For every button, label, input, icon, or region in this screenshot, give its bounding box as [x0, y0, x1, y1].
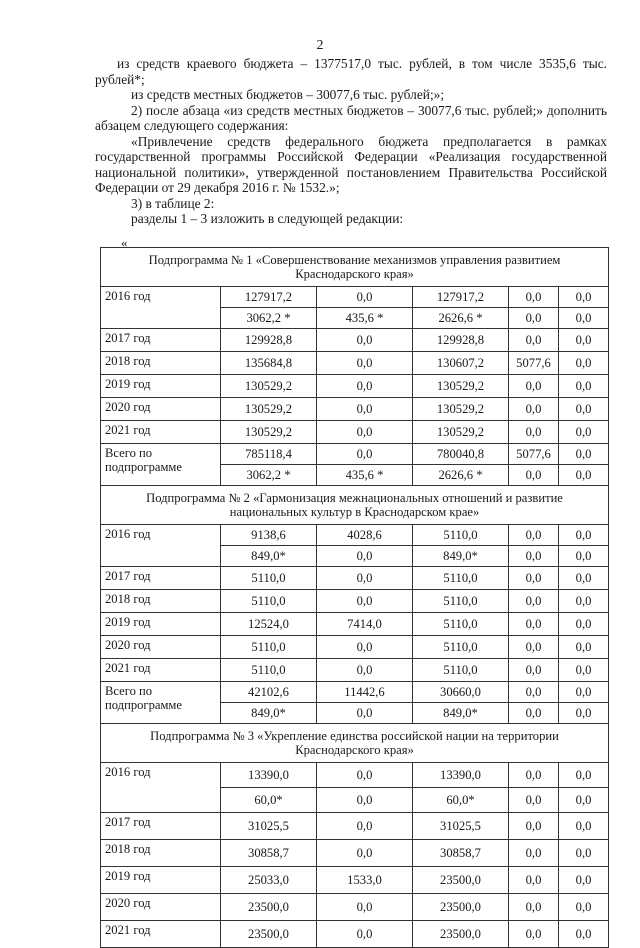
- subprogram-2-title: Подпрограмма № 2 «Гармонизация межнациональных отношений и развитие национальных культур в Краснодарском крае»: [101, 486, 609, 525]
- value-cell: 849,0*: [413, 546, 509, 567]
- value-cell: 23500,0: [413, 894, 509, 921]
- page-number: 2: [316, 38, 324, 53]
- value-cell: 0,0: [317, 287, 413, 308]
- value-cell: 5110,0: [221, 636, 317, 659]
- value-cell: 23500,0: [221, 894, 317, 921]
- total-label-cell: Всего по подпрограмме: [101, 444, 221, 486]
- value-cell: 30660,0: [413, 682, 509, 703]
- value-cell: 7414,0: [317, 613, 413, 636]
- year-cell: 2016 год: [101, 287, 221, 329]
- value-cell: 5110,0: [221, 590, 317, 613]
- value-cell: 0,0: [559, 465, 609, 486]
- paragraph-item-2: 2) после абзаца «из средств местных бюджетов – 30077,6 тыс. рублей;» дополнить абзацем следующего содержания:: [95, 102, 607, 133]
- table-row: [101, 567, 609, 590]
- table-row: [101, 421, 609, 444]
- value-cell: 0,0: [317, 444, 413, 465]
- value-cell: 0,0: [559, 352, 609, 375]
- value-cell: 130529,2: [413, 398, 509, 421]
- value-cell: 0,0: [559, 287, 609, 308]
- paragraph-federal-funding: «Привлечение средств федерального бюджета предполагается в рамках государственной программы Российской Федерации «Реализация государственной национальной политики», утвержденной постановлением Правительства Российской Федерации от 29 декабря 2016 г. № 1532.»;: [95, 133, 607, 195]
- value-cell: 0,0: [559, 567, 609, 590]
- value-cell: 12524,0: [221, 613, 317, 636]
- year-cell: 2020 год: [101, 398, 221, 421]
- value-cell: 31025,5: [413, 813, 509, 840]
- value-cell: 435,6 *: [317, 465, 413, 486]
- year-cell: 2019 год: [101, 375, 221, 398]
- value-cell: 5077,6: [509, 444, 559, 465]
- value-cell: 0,0: [559, 840, 609, 867]
- value-cell: 0,0: [509, 525, 559, 546]
- value-cell: 30858,7: [221, 840, 317, 867]
- table-row: [101, 682, 609, 703]
- value-cell: 2626,6 *: [413, 465, 509, 486]
- value-cell: 135684,8: [221, 352, 317, 375]
- funding-table: [100, 247, 609, 948]
- value-cell: 0,0: [509, 329, 559, 352]
- value-cell: 5110,0: [413, 636, 509, 659]
- value-cell: 785118,4: [221, 444, 317, 465]
- table-row: [101, 921, 609, 948]
- value-cell: 3062,2 *: [221, 308, 317, 329]
- value-cell: 5110,0: [413, 613, 509, 636]
- paragraph-sections: разделы 1 – 3 изложить в следующей редакции:: [131, 211, 404, 226]
- value-cell: 0,0: [509, 567, 559, 590]
- value-cell: 0,0: [317, 703, 413, 724]
- value-cell: 0,0: [509, 813, 559, 840]
- table-row: [101, 590, 609, 613]
- value-cell: 5077,6: [509, 352, 559, 375]
- value-cell: 3062,2 *: [221, 465, 317, 486]
- year-cell: 2018 год: [101, 840, 221, 867]
- subprogram-1-title: Подпрограмма № 1 «Совершенствование механизмов управления развитием Краснодарского края»: [101, 248, 609, 287]
- value-cell: 129928,8: [221, 329, 317, 352]
- value-cell: 0,0: [559, 703, 609, 724]
- value-cell: 31025,5: [221, 813, 317, 840]
- table-row: [101, 444, 609, 465]
- value-cell: 0,0: [317, 813, 413, 840]
- value-cell: 25033,0: [221, 867, 317, 894]
- value-cell: 0,0: [559, 682, 609, 703]
- value-cell: 0,0: [509, 867, 559, 894]
- table-row: [101, 659, 609, 682]
- value-cell: 0,0: [317, 788, 413, 813]
- value-cell: 5110,0: [413, 525, 509, 546]
- table-row: [101, 375, 609, 398]
- value-cell: 0,0: [559, 763, 609, 788]
- value-cell: 130607,2: [413, 352, 509, 375]
- value-cell: 849,0*: [413, 703, 509, 724]
- value-cell: 0,0: [559, 590, 609, 613]
- value-cell: 130529,2: [413, 375, 509, 398]
- year-cell: 2021 год: [101, 659, 221, 682]
- table-row: [101, 840, 609, 867]
- value-cell: 0,0: [317, 921, 413, 948]
- value-cell: 0,0: [509, 287, 559, 308]
- table-row: [101, 813, 609, 840]
- value-cell: 0,0: [317, 352, 413, 375]
- year-cell: 2016 год: [101, 525, 221, 567]
- table-row: [101, 613, 609, 636]
- year-cell: 2017 год: [101, 567, 221, 590]
- value-cell: 9138,6: [221, 525, 317, 546]
- year-cell: 2019 год: [101, 613, 221, 636]
- value-cell: 0,0: [317, 659, 413, 682]
- value-cell: 0,0: [559, 375, 609, 398]
- value-cell: 0,0: [559, 421, 609, 444]
- value-cell: 1533,0: [317, 867, 413, 894]
- value-cell: 0,0: [509, 788, 559, 813]
- value-cell: 0,0: [317, 398, 413, 421]
- value-cell: 2626,6 *: [413, 308, 509, 329]
- value-cell: 0,0: [509, 613, 559, 636]
- value-cell: 0,0: [559, 636, 609, 659]
- table-row: [101, 763, 609, 788]
- subprogram-3-title: Подпрограмма № 3 «Укрепление единства российской нации на территории Краснодарского края»: [101, 724, 609, 763]
- value-cell: 0,0: [559, 813, 609, 840]
- value-cell: 0,0: [559, 659, 609, 682]
- value-cell: 5110,0: [221, 659, 317, 682]
- value-cell: 0,0: [559, 398, 609, 421]
- value-cell: 127917,2: [221, 287, 317, 308]
- table-row: [101, 525, 609, 546]
- value-cell: 0,0: [317, 840, 413, 867]
- value-cell: 130529,2: [413, 421, 509, 444]
- value-cell: 129928,8: [413, 329, 509, 352]
- value-cell: 0,0: [317, 567, 413, 590]
- value-cell: 0,0: [509, 682, 559, 703]
- value-cell: 23500,0: [221, 921, 317, 948]
- table-row: [101, 287, 609, 308]
- value-cell: 0,0: [509, 763, 559, 788]
- value-cell: 0,0: [509, 590, 559, 613]
- year-cell: 2016 год: [101, 763, 221, 813]
- value-cell: 0,0: [559, 546, 609, 567]
- year-cell: 2020 год: [101, 636, 221, 659]
- value-cell: 0,0: [509, 636, 559, 659]
- value-cell: 23500,0: [413, 867, 509, 894]
- value-cell: 0,0: [317, 546, 413, 567]
- paragraph-local-budget: из средств местных бюджетов – 30077,6 тыс. рублей;»;: [131, 87, 445, 102]
- table-row: [101, 894, 609, 921]
- table-row: [101, 867, 609, 894]
- value-cell: 11442,6: [317, 682, 413, 703]
- value-cell: 23500,0: [413, 921, 509, 948]
- value-cell: 780040,8: [413, 444, 509, 465]
- value-cell: 0,0: [317, 329, 413, 352]
- value-cell: 0,0: [509, 421, 559, 444]
- value-cell: 4028,6: [317, 525, 413, 546]
- value-cell: 60,0*: [221, 788, 317, 813]
- value-cell: 13390,0: [221, 763, 317, 788]
- value-cell: 0,0: [317, 375, 413, 398]
- year-cell: 2017 год: [101, 329, 221, 352]
- paragraph-regional-budget: из средств краевого бюджета – 1377517,0 тыс. рублей, в том числе 3535,6 тыс. рублей*;: [95, 56, 607, 87]
- value-cell: 849,0*: [221, 546, 317, 567]
- table-row: [101, 329, 609, 352]
- opening-quote-mark: «: [121, 235, 128, 250]
- value-cell: 0,0: [559, 921, 609, 948]
- year-cell: 2018 год: [101, 352, 221, 375]
- paragraph-item-3: 3) в таблице 2:: [131, 195, 215, 211]
- value-cell: 0,0: [509, 375, 559, 398]
- value-cell: 435,6 *: [317, 308, 413, 329]
- value-cell: 42102,6: [221, 682, 317, 703]
- year-cell: 2018 год: [101, 590, 221, 613]
- subprogram-2-header-row: [101, 486, 609, 525]
- year-cell: 2020 год: [101, 894, 221, 921]
- value-cell: 0,0: [509, 546, 559, 567]
- value-cell: 30858,7: [413, 840, 509, 867]
- value-cell: 0,0: [509, 921, 559, 948]
- value-cell: 0,0: [509, 398, 559, 421]
- value-cell: 849,0*: [221, 703, 317, 724]
- value-cell: 130529,2: [221, 375, 317, 398]
- table-row: [101, 352, 609, 375]
- table-row: [101, 398, 609, 421]
- value-cell: 0,0: [317, 421, 413, 444]
- value-cell: 0,0: [509, 840, 559, 867]
- value-cell: 0,0: [509, 465, 559, 486]
- value-cell: 0,0: [559, 894, 609, 921]
- value-cell: 0,0: [559, 329, 609, 352]
- value-cell: 0,0: [559, 788, 609, 813]
- value-cell: 0,0: [317, 894, 413, 921]
- value-cell: 0,0: [317, 763, 413, 788]
- value-cell: 0,0: [559, 308, 609, 329]
- value-cell: 13390,0: [413, 763, 509, 788]
- value-cell: 0,0: [317, 590, 413, 613]
- body-text: [95, 56, 607, 227]
- year-cell: 2021 год: [101, 421, 221, 444]
- value-cell: 0,0: [509, 894, 559, 921]
- value-cell: 0,0: [559, 525, 609, 546]
- value-cell: 0,0: [509, 703, 559, 724]
- value-cell: 130529,2: [221, 398, 317, 421]
- value-cell: 0,0: [317, 636, 413, 659]
- value-cell: 127917,2: [413, 287, 509, 308]
- year-cell: 2019 год: [101, 867, 221, 894]
- value-cell: 5110,0: [413, 659, 509, 682]
- year-cell: 2017 год: [101, 813, 221, 840]
- table-row: [101, 636, 609, 659]
- value-cell: 0,0: [559, 444, 609, 465]
- subprogram-3-header-row: [101, 724, 609, 763]
- total-label-cell: Всего по подпрограмме: [101, 682, 221, 724]
- value-cell: 0,0: [559, 867, 609, 894]
- value-cell: 130529,2: [221, 421, 317, 444]
- year-cell: 2021 год: [101, 921, 221, 948]
- value-cell: 0,0: [509, 659, 559, 682]
- value-cell: 0,0: [559, 613, 609, 636]
- value-cell: 60,0*: [413, 788, 509, 813]
- value-cell: 5110,0: [413, 590, 509, 613]
- subprogram-1-header-row: [101, 248, 609, 287]
- value-cell: 5110,0: [413, 567, 509, 590]
- value-cell: 0,0: [509, 308, 559, 329]
- value-cell: 5110,0: [221, 567, 317, 590]
